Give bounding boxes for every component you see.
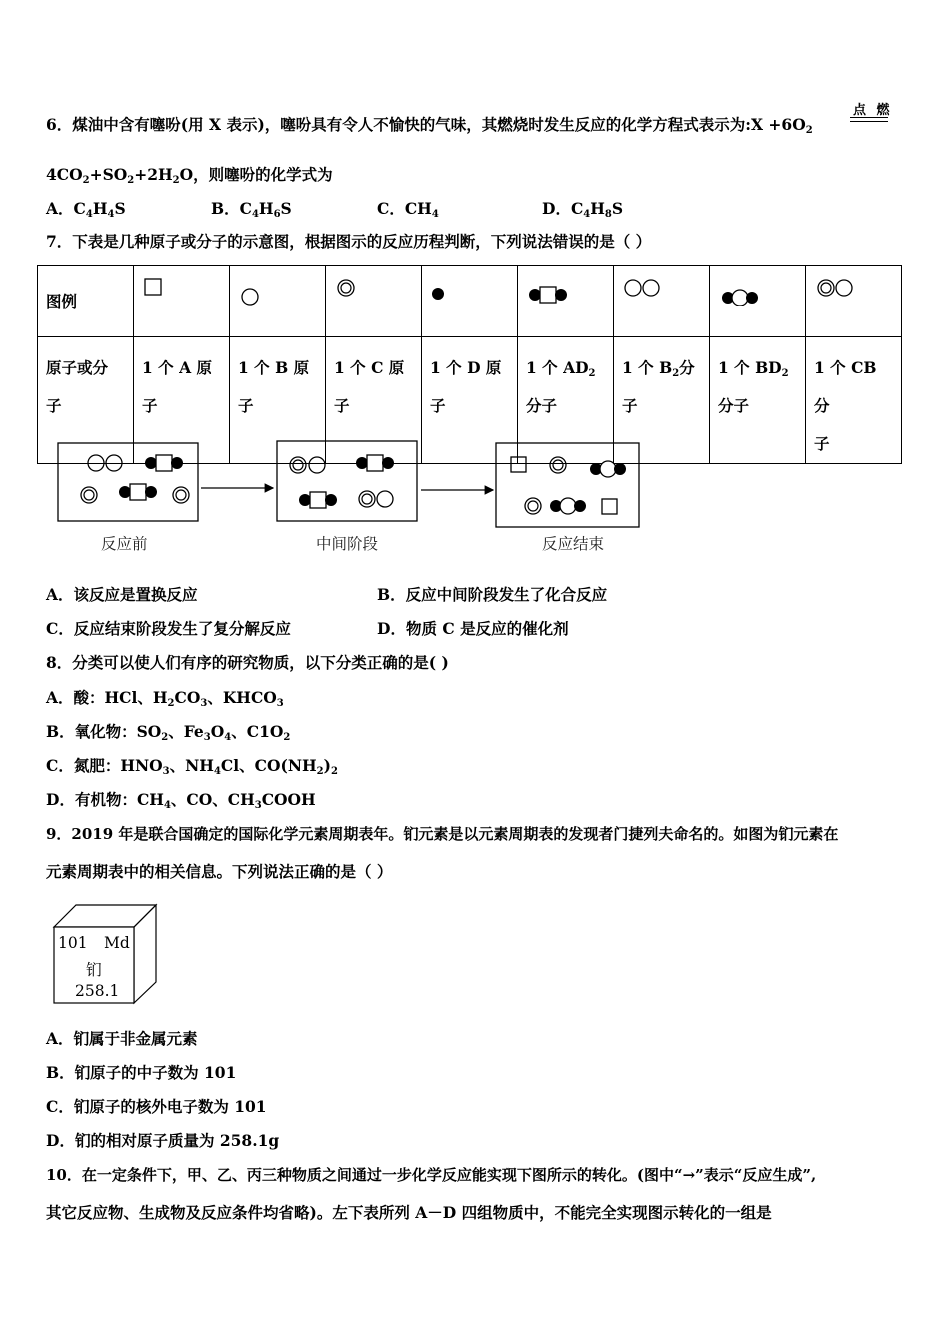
q8-option-d[interactable]: D．有机物：$CH_4$、CO、$CH_3COOH$ xyxy=(46,790,316,811)
legend-label-d: 1 个 D 原 子 xyxy=(422,337,518,464)
legend-label-ad2: 1 个 $AD_2$ 分子 xyxy=(518,337,614,464)
q6-equation-double-bar xyxy=(850,117,888,122)
q7-option-b[interactable]: B．反应中间阶段发生了化合反应 xyxy=(377,585,608,604)
legend-icon-d xyxy=(422,266,518,337)
q9-option-a[interactable]: A．钔属于非金属元素 xyxy=(46,1029,198,1048)
q6-option-b[interactable]: B．$C_4H_6S$ xyxy=(211,199,292,220)
q6-stem-line1: 6．煤油中含有噻吩(用 X 表示)，噻吩具有令人不愉快的气味，其燃烧时发生反应的化学方程式表示为:X $+6O_2$ xyxy=(46,115,813,136)
legend-icon-bd2 xyxy=(710,266,806,337)
q8-option-a[interactable]: A．酸：HCl、$H_2CO_3$、$KHCO_3$ xyxy=(46,688,284,709)
legend-label-cb: 1 个 CB 分 子 xyxy=(806,337,902,464)
square-icon xyxy=(144,276,204,306)
element-name: 钔 xyxy=(86,961,102,979)
legend-icon-c xyxy=(326,266,422,337)
q8-option-b[interactable]: B．氧化物：$SO_2$、$Fe_3O_4$、$C1O_2$ xyxy=(46,722,291,743)
q8-option-c[interactable]: C．氮肥：$HNO_3$、$NH_4Cl$、$CO(NH_2)_2$ xyxy=(46,756,338,777)
md-element-cell xyxy=(46,902,161,1011)
element-symbol: Md xyxy=(104,934,130,952)
box-before xyxy=(58,443,198,521)
q7-reaction-flow-diagram xyxy=(55,438,645,533)
legend-icon-b2 xyxy=(614,266,710,337)
box-middle xyxy=(277,441,417,521)
q6-option-c[interactable]: C．$CH_4$ xyxy=(377,199,439,220)
q8-stem: 8．分类可以使人们有序的研究物质，以下分类正确的是( ) xyxy=(46,653,449,672)
dot-circle-dot-icon xyxy=(720,276,780,306)
q7-option-a[interactable]: A．该反应是置换反应 xyxy=(46,585,198,604)
flow-label-end: 反应结束 xyxy=(542,535,605,553)
q10-stem-line2: 其它反应物、生成物及反应条件均省略)。左下表所列 A－D 四组物质中，不能完全实现图示转化的一组是 xyxy=(46,1203,772,1222)
q6-reaction-condition: 点 燃 xyxy=(853,103,893,118)
q7-option-c[interactable]: C．反应结束阶段发生了复分解反应 xyxy=(46,619,291,638)
q7-stem: 7．下表是几种原子或分子的示意图，根据图示的反应历程判断，下列说法错误的是（ ） xyxy=(46,232,652,251)
legend-header-particle: 原子或分 子 xyxy=(38,337,134,464)
dot-square-dot-icon xyxy=(528,276,588,306)
circle-circle-icon xyxy=(624,276,684,306)
legend-icon-a xyxy=(134,266,230,337)
legend-header-figure: 图例 xyxy=(38,266,134,337)
legend-label-c: 1 个 C 原 子 xyxy=(326,337,422,464)
element-atomic-mass: 258.1 xyxy=(75,982,120,1000)
element-atomic-number: 101 xyxy=(58,934,88,952)
double-circle-icon xyxy=(336,276,396,306)
legend-icon-ad2 xyxy=(518,266,614,337)
q7-legend-table xyxy=(37,265,902,464)
dot-icon xyxy=(432,276,492,306)
legend-icon-b xyxy=(230,266,326,337)
q9-stem-line2: 元素周期表中的相关信息。下列说法正确的是（ ） xyxy=(46,862,393,881)
circle-icon xyxy=(240,276,300,306)
q9-option-b[interactable]: B．钔原子的中子数为 101 xyxy=(46,1063,237,1082)
legend-label-a: 1 个 A 原 子 xyxy=(134,337,230,464)
q9-option-d[interactable]: D．钔的相对原子质量为 258.1g xyxy=(46,1131,280,1150)
double-circle-circle-icon xyxy=(816,276,876,306)
flow-label-middle: 中间阶段 xyxy=(316,535,379,553)
legend-label-b2: 1 个 $B_2$分 子 xyxy=(614,337,710,464)
q9-option-c[interactable]: C．钔原子的核外电子数为 101 xyxy=(46,1097,267,1116)
q6-stem-line2: $4CO_2+SO_2+2H_2O$，则噻吩的化学式为 xyxy=(46,165,333,186)
q7-option-d[interactable]: D．物质 C 是反应的催化剂 xyxy=(377,619,569,638)
q10-stem-line1: 10．在一定条件下，甲、乙、丙三种物质之间通过一步化学反应能实现下图所示的转化。(图中“→”表示“反应生成”, xyxy=(46,1166,817,1184)
flow-label-before: 反应前 xyxy=(101,535,148,553)
legend-icon-cb xyxy=(806,266,902,337)
q6-option-d[interactable]: D．$C_4H_8S$ xyxy=(542,199,624,220)
q9-stem-line1: 9．2019 年是联合国确定的国际化学元素周期表年。钔元素是以元素周期表的发现者门捷列夫命名的。如图为钔元素在 xyxy=(46,825,839,843)
q6-option-a[interactable]: A．$C_4H_4S$ xyxy=(46,199,126,220)
box-end xyxy=(496,443,639,527)
legend-label-bd2: 1 个 $BD_2$ 分子 xyxy=(710,337,806,464)
legend-label-b: 1 个 B 原 子 xyxy=(230,337,326,464)
